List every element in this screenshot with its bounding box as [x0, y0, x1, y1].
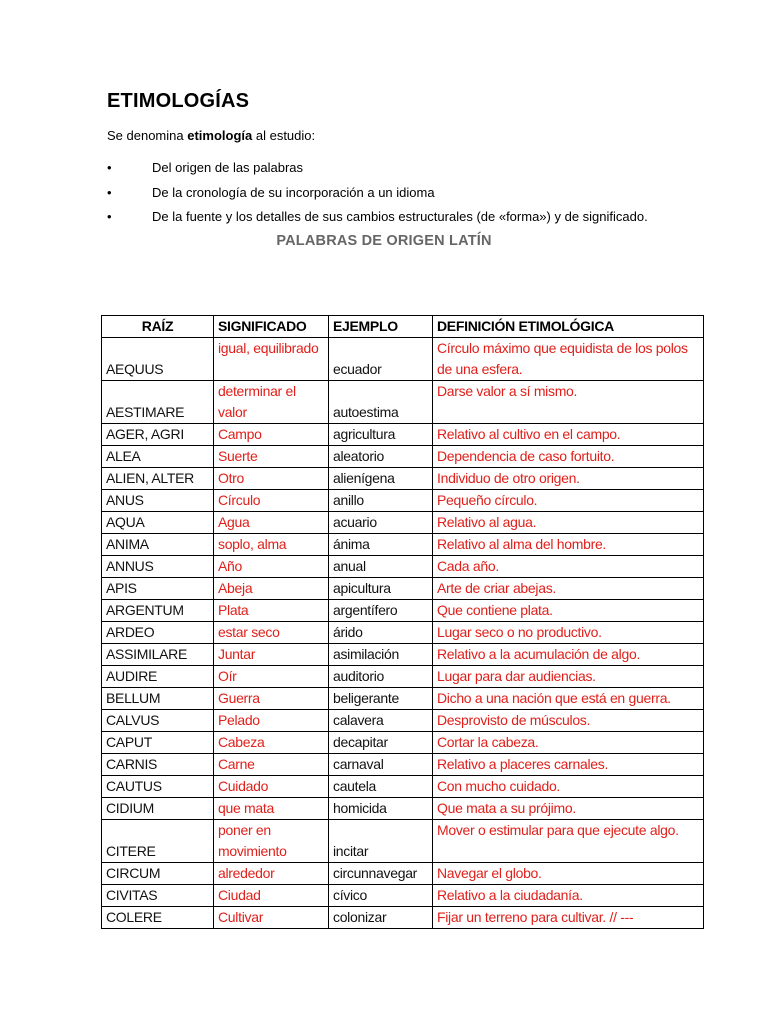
cell-raiz: CIRCUM: [102, 863, 214, 885]
cell-ejemplo: apicultura: [329, 578, 433, 600]
table-row: [102, 490, 704, 512]
cell-ejemplo: ánima: [329, 534, 433, 556]
cell-significado: Oír: [214, 666, 329, 688]
cell-significado: Cultivar: [214, 907, 329, 929]
table-row: [102, 600, 704, 622]
table-row: [102, 534, 704, 556]
cell-significado: determinar el valor: [214, 381, 329, 424]
table-row: [102, 381, 704, 424]
cell-significado: Juntar: [214, 644, 329, 666]
table-row: [102, 688, 704, 710]
cell-raiz: CAPUT: [102, 732, 214, 754]
cell-definicion: Relativo al agua.: [433, 512, 704, 534]
bullet-text: Del origen de las palabras: [152, 160, 304, 175]
cell-ejemplo: ecuador: [329, 338, 433, 381]
page-title: ETIMOLOGÍAS: [107, 90, 250, 112]
etymology-table: [101, 315, 704, 929]
bullet-icon: •: [107, 184, 112, 200]
cell-raiz: CITERE: [102, 820, 214, 863]
cell-ejemplo: asimilación: [329, 644, 433, 666]
cell-ejemplo: anillo: [329, 490, 433, 512]
cell-definicion: Arte de criar abejas.: [433, 578, 704, 600]
cell-ejemplo: argentífero: [329, 600, 433, 622]
cell-ejemplo: autoestima: [329, 381, 433, 424]
table-row: [102, 907, 704, 929]
table-body: [102, 338, 704, 929]
table-row: [102, 732, 704, 754]
cell-definicion: Círculo máximo que equidista de los polos de una esfera.: [433, 338, 704, 381]
cell-raiz: APIS: [102, 578, 214, 600]
cell-raiz: AQUA: [102, 512, 214, 534]
cell-significado: Año: [214, 556, 329, 578]
table-row: [102, 644, 704, 666]
table-row: [102, 512, 704, 534]
cell-raiz: ANIMA: [102, 534, 214, 556]
cell-raiz: CIVITAS: [102, 885, 214, 907]
table-row: [102, 710, 704, 732]
cell-ejemplo: beligerante: [329, 688, 433, 710]
table-row: [102, 666, 704, 688]
cell-raiz: AUDIRE: [102, 666, 214, 688]
section-subtitle: PALABRAS DE ORIGEN LATÍN: [276, 233, 492, 249]
table-row: [102, 424, 704, 446]
cell-raiz: ASSIMILARE: [102, 644, 214, 666]
cell-definicion: Relativo a la ciudadanía.: [433, 885, 704, 907]
cell-raiz: ANNUS: [102, 556, 214, 578]
table-row: [102, 776, 704, 798]
table-row: [102, 754, 704, 776]
cell-definicion: Que contiene plata.: [433, 600, 704, 622]
intro-text-before: Se denomina: [107, 128, 188, 143]
table-header-row: [102, 316, 704, 338]
cell-definicion: Individuo de otro origen.: [433, 468, 704, 490]
cell-definicion: Cortar la cabeza.: [433, 732, 704, 754]
table-row: [102, 622, 704, 644]
cell-significado: alrededor: [214, 863, 329, 885]
cell-ejemplo: decapitar: [329, 732, 433, 754]
cell-significado: poner en movimiento: [214, 820, 329, 863]
table-row: [102, 885, 704, 907]
cell-definicion: Mover o estimular para que ejecute algo.: [433, 820, 704, 863]
cell-definicion: Lugar seco o no productivo.: [433, 622, 704, 644]
cell-raiz: ALIEN, ALTER: [102, 468, 214, 490]
cell-raiz: AESTIMARE: [102, 381, 214, 424]
cell-definicion: Lugar para dar audiencias.: [433, 666, 704, 688]
table-row: [102, 820, 704, 863]
cell-raiz: ARDEO: [102, 622, 214, 644]
cell-definicion: Desprovisto de músculos.: [433, 710, 704, 732]
cell-raiz: ARGENTUM: [102, 600, 214, 622]
cell-significado: Círculo: [214, 490, 329, 512]
cell-significado: soplo, alma: [214, 534, 329, 556]
cell-ejemplo: árido: [329, 622, 433, 644]
cell-ejemplo: acuario: [329, 512, 433, 534]
cell-significado: igual, equilibrado: [214, 338, 329, 381]
cell-definicion: Relativo al cultivo en el campo.: [433, 424, 704, 446]
cell-significado: Ciudad: [214, 885, 329, 907]
cell-ejemplo: colonizar: [329, 907, 433, 929]
header-significado: SIGNIFICADO: [214, 316, 329, 338]
cell-definicion: Darse valor a sí mismo.: [433, 381, 704, 424]
cell-ejemplo: circunnavegar: [329, 863, 433, 885]
table-row: [102, 578, 704, 600]
cell-definicion: Pequeño círculo.: [433, 490, 704, 512]
cell-ejemplo: agricultura: [329, 424, 433, 446]
cell-ejemplo: homicida: [329, 798, 433, 820]
table-row: [102, 556, 704, 578]
cell-significado: Cuidado: [214, 776, 329, 798]
table-row: [102, 338, 704, 381]
cell-definicion: Dependencia de caso fortuito.: [433, 446, 704, 468]
intro-text-after: al estudio:: [252, 128, 316, 143]
cell-ejemplo: calavera: [329, 710, 433, 732]
table-row: [102, 863, 704, 885]
table-row: [102, 798, 704, 820]
bullet-icon: •: [107, 160, 112, 175]
cell-definicion: Relativo a placeres carnales.: [433, 754, 704, 776]
header-ejemplo: EJEMPLO: [329, 316, 433, 338]
cell-raiz: AEQUUS: [102, 338, 214, 381]
bullet-text: De la fuente y los detalles de sus cambios estructurales (de «forma») y de significado.: [152, 209, 648, 224]
cell-raiz: COLERE: [102, 907, 214, 929]
intro-paragraph: [107, 128, 315, 143]
header-definicion: DEFINICIÓN ETIMOLÓGICA: [433, 316, 704, 338]
cell-ejemplo: carnaval: [329, 754, 433, 776]
cell-significado: Otro: [214, 468, 329, 490]
cell-significado: estar seco: [214, 622, 329, 644]
cell-raiz: CARNIS: [102, 754, 214, 776]
cell-definicion: Relativo al alma del hombre.: [433, 534, 704, 556]
cell-significado: Guerra: [214, 688, 329, 710]
cell-significado: Carne: [214, 754, 329, 776]
intro-bold-term: etimología: [187, 128, 253, 143]
table-row: [102, 468, 704, 490]
cell-ejemplo: cívico: [329, 885, 433, 907]
cell-definicion: Navegar el globo.: [433, 863, 704, 885]
cell-ejemplo: auditorio: [329, 666, 433, 688]
cell-raiz: BELLUM: [102, 688, 214, 710]
header-raiz: RAÍZ: [102, 316, 214, 338]
cell-ejemplo: anual: [329, 556, 433, 578]
cell-ejemplo: aleatorio: [329, 446, 433, 468]
cell-significado: Abeja: [214, 578, 329, 600]
cell-raiz: AGER, AGRI: [102, 424, 214, 446]
cell-definicion: Con mucho cuidado.: [433, 776, 704, 798]
cell-raiz: CAUTUS: [102, 776, 214, 798]
cell-raiz: ANUS: [102, 490, 214, 512]
cell-significado: Pelado: [214, 710, 329, 732]
cell-definicion: Dicho a una nación que está en guerra.: [433, 688, 704, 710]
cell-significado: Suerte: [214, 446, 329, 468]
cell-ejemplo: incitar: [329, 820, 433, 863]
cell-ejemplo: cautela: [329, 776, 433, 798]
cell-raiz: CIDIUM: [102, 798, 214, 820]
cell-raiz: ALEA: [102, 446, 214, 468]
cell-ejemplo: alienígena: [329, 468, 433, 490]
cell-raiz: CALVUS: [102, 710, 214, 732]
cell-definicion: Cada año.: [433, 556, 704, 578]
cell-definicion: Que mata a su prójimo.: [433, 798, 704, 820]
bullet-icon: •: [107, 209, 112, 224]
cell-significado: Agua: [214, 512, 329, 534]
cell-significado: Campo: [214, 424, 329, 446]
bullet-text: De la cronología de su incorporación a un idioma: [152, 184, 435, 200]
cell-definicion: Fijar un terreno para cultivar. // ---: [433, 907, 704, 929]
cell-significado: que mata: [214, 798, 329, 820]
cell-definicion: Relativo a la acumulación de algo.: [433, 644, 704, 666]
table-row: [102, 446, 704, 468]
cell-significado: Cabeza: [214, 732, 329, 754]
cell-significado: Plata: [214, 600, 329, 622]
